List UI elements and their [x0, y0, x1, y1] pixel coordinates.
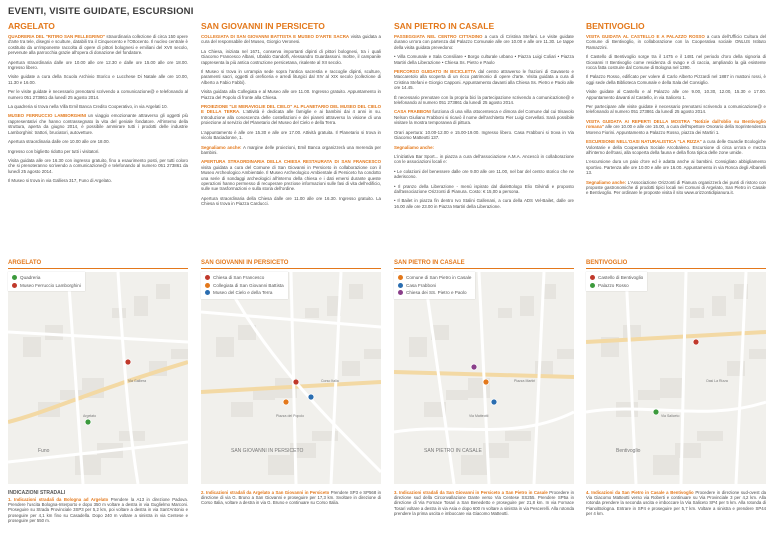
- map-legend: [394, 272, 475, 299]
- legend-label: Chiesa di San Francesco: [213, 275, 265, 280]
- paragraph-text: L'appuntamento è alle ore 15.30 e alle ore 17.00. Attività gratuita. Il Planetario si trova in vicolo Baciadonne, 1.: [201, 129, 381, 141]
- column-title: BENTIVOGLIO: [586, 21, 645, 31]
- directions-3: [394, 490, 574, 516]
- paragraph-text: È necessario prenotare con la propria bici la partecipazione scrivendo a comunicazione@ e telefonando al numero 051 273861 da lunedì 25 agosto 2014.: [394, 94, 574, 106]
- paragraph-text: Il Castello di Bentivoglio sorge tra il 1475 e il 1481 nel periodo d'oro della signoria di Giovanni II Bentivoglio come residenza di svago e di caccia, ampliando la già esistente rocca fatta costruire dal Comune di Bologna nel 1390.: [586, 54, 766, 71]
- map-bentivoglio: [586, 258, 766, 484]
- location-pin-icon: [205, 283, 210, 288]
- paragraph-text: Per le visite guidate è necessario prenotarsi scrivendo a comunicazione@ e telefonando al numero 051 273861 da lunedì 25 agosto 2014.: [8, 89, 188, 100]
- map-canvas[interactable]: [201, 272, 381, 484]
- legend-item: [590, 274, 643, 282]
- map-san-pietro: [394, 258, 574, 484]
- location-pin-icon: [12, 275, 17, 280]
- directions-text: [394, 490, 574, 516]
- map-block-shape: [75, 455, 101, 475]
- directions-step-text: Procedere in direzione sud della Circonvallazione Dante verso Via Centese SS255. Prendere SP5a in direzione di Via Fornace Tosari a San Benedetto e proseguire per 21,8 km. In via Fornace Tosari voltare a destra in via Asia e dopo 600 m voltare a sinistra in via Pescerelli. Alla rotonda prendere la prima uscita e imboccare via Giacomo Matteotti.: [394, 490, 574, 516]
- map-block-shape: [557, 349, 574, 359]
- map-block-shape: [520, 296, 534, 316]
- paragraph: [8, 113, 188, 135]
- paragraph-text: a cura dell'Ufficio Cultura del Comune di Bentivoglio, in collaborazione con la Cooperativa sociale ONLUS Istituto Ramazzini.: [586, 34, 766, 50]
- map-pin-icon[interactable]: [653, 409, 659, 415]
- map-block-shape: [171, 349, 188, 359]
- paragraph-lead: Segnaliamo anche:: [201, 144, 242, 150]
- paragraph: [201, 145, 381, 156]
- paragraph: [201, 34, 381, 45]
- map-canvas[interactable]: [394, 272, 574, 484]
- paragraph-lead: Segnaliamo anche:: [586, 179, 627, 185]
- paragraph-text: a cura delle Guardie Ecologiche Volontarie e della Cooperativa Sociale Arcobaleno. Escursione di circa un'ora e mezza all'interno dell'oasi, alla scoperta della fauna e della flora tipica delle zone umide.: [586, 139, 766, 155]
- paragraph-text: Ingresso con biglietto ridotto per tutti i visitatori.: [8, 148, 100, 154]
- paragraph-text: La quadreria si trova nella Villa Ernil Banca Credito Cooperativo, in via Argelati 10.: [8, 104, 168, 110]
- column-body: [201, 34, 381, 207]
- legend-item: [12, 274, 81, 282]
- location-pin-icon: [398, 275, 403, 280]
- map-pin-icon[interactable]: [283, 399, 289, 405]
- paragraph-text: L'escursione dura un paio d'ore ed è adatta anche ai bambini. Consigliato abbigliamento sportivo. Partenza alle ore 10.00 e alle ore 16.00. Appuntamento in via Ronca degli Albanelli 13.: [586, 159, 766, 176]
- location-pin-icon: [205, 290, 210, 295]
- directions-step-title: 4. Indicazioni da San Pietro in Casale a Bentivoglio: [586, 490, 694, 495]
- legend-item: [205, 282, 284, 290]
- paragraph-text: un viaggio emozionante attraverso gli oggetti più rappresentativi che hanno contrassegnato la vita del geniale fondatore. All'interno della struttura, aperta da giugno 2014, è possibile ammirare tutti i prodotti delle industrie Lamborghini: trattori, bruciatori, autovetture.: [8, 113, 188, 135]
- map-block-shape: [638, 390, 660, 400]
- legend-label: Comune di San Pietro in Casale: [406, 275, 472, 280]
- paragraph: [8, 89, 188, 100]
- map-legend: [201, 272, 288, 299]
- paragraph-text: • Le colazioni del benessere dalle ore 9.00 alle ore 11.00, nel bar del centro storico che ne aderiscono.: [394, 168, 574, 180]
- paragraph: [8, 34, 188, 56]
- map-block-shape: [505, 431, 531, 441]
- directions-step-text: Prendere la A13 in direzione Padova. Prendere l'uscita Bologna-Interporto e dopo 350 m voltare a destra in via Guglielmo Marconi. Proseguire su Strada Provinciale 3SP3 per 5,2 km, poi voltare a destra in via Sant'Antonio e proseguire per 4,1 km fino su Casadella. Dopo 240 m voltare a sinistra in via Centese e proseguire per 550 m.: [8, 497, 188, 523]
- paragraph: [8, 139, 188, 144]
- paragraph: [586, 104, 766, 115]
- map-block-shape: [690, 308, 704, 318]
- paragraph-text: • Il pranzo della Liberazione - menù ispirato dal dialettologo Elio Gilvindi e proposto dall'associazione Orizzonti di Pianura. Costo: € 15,00 a persona.: [394, 183, 574, 194]
- paragraph-lead: VISITA GUIDATA AI REPERTI DELLA MOSTRA "Notizie dall'oblio su Bentivoglio romana": [586, 118, 766, 130]
- paragraph: [394, 109, 574, 125]
- map-place-label: Corso Italia: [321, 379, 339, 383]
- directions-step-text: Procedere in direzione sud-ovest da Via Giacomo Matteotti verso via Roberti e continuare su Via Provinciale 3 per 4,2 km. Alla rotonda prendere la seconda uscita e imboccare la Via Saliceto SP4 per 5 km. Alla rotonda di Piano/Bologna. Entrare in SP4 e proseguire per 5,7 km. Voltare a sinistra e prendere SP44 per 4 km.: [586, 490, 766, 516]
- legend-item: [12, 282, 81, 290]
- paragraph-lead: Segnaliamo anche:: [394, 144, 435, 150]
- paragraph-text: L'Associazione Orizzonti di Pianura organizzerà dei punti di ristoro con proposte gastronomiche di prodotti tipici locali nei Comuni di Argelato, San Pietro in Casale e Bentivoglio. Per ordinare le proposte visita il sito www.orizzontidipianura.it.: [586, 179, 767, 196]
- map-san-giovanni: [201, 258, 381, 484]
- paragraph: [8, 178, 188, 183]
- directions-section-title: INDICAZIONI STRADALI: [8, 490, 66, 496]
- paragraph: [394, 154, 574, 165]
- location-pin-icon: [12, 283, 17, 288]
- map-place-label: Via Galliera: [128, 379, 147, 383]
- directions-2: [201, 490, 381, 506]
- directions-step-title: 3. Indicazioni stradali da San Giovanni in Persiceto a San Pietro in Casale: [394, 490, 548, 495]
- map-block-shape: [749, 349, 766, 359]
- map-header: SAN PIETRO IN CASALE: [394, 258, 574, 269]
- paragraph: [8, 60, 188, 71]
- paragraph-text: Visita guidata alla Collegiata e al Museo alle ore 11.00. Ingresso gratuito. Appuntamento in Piazza del Popolo di fronte alla Chiesa.: [201, 89, 381, 100]
- directions-1: [8, 490, 188, 523]
- paragraph-lead: COLLEGIATA DI SAN GIOVANNI BATTISTA E MUSEO D'ARTE SACRA: [201, 34, 350, 39]
- legend-item: [398, 274, 471, 282]
- map-place-label: Piazza Martiri: [514, 379, 536, 383]
- paragraph-text: straordinaria collezione di circa 150 opere d'arte tra tele, disegni e sculture, databili tra il Cinquecento e l'Ottocento. Il nucleo centrale è costituito da un'imponente raccolta di opere di pittori bolognesi e emiliani del XVII secolo, pervenute alla parrocchia grazie all'opera di donazione del fondatore.: [8, 34, 189, 56]
- paragraph: [394, 69, 574, 91]
- map-place-label: Via Saliceto: [661, 414, 680, 418]
- map-block-shape: [364, 349, 381, 359]
- paragraph: [394, 95, 574, 106]
- paragraph: [586, 89, 766, 100]
- paragraph-text: Il Palazzo Rosso, edificato per volere di Carlo Alberto Pizzardi nel 1887 in mattoni rossi, è oggi sede della Biblioteca Comunale e della Sala del Consiglio.: [586, 74, 766, 85]
- map-pin-icon[interactable]: [85, 419, 91, 425]
- paragraph-text: Visita guidata alle ore 16.30 con ingresso gratuito, fino a esaurimento posti, per tutti coloro che si prenoteranno scrivendo a comunicazione@ e telefonando al numero 051 273861 da lunedì 25 agosto 2014.: [8, 157, 188, 174]
- paragraph: [8, 158, 188, 174]
- legend-label: Museo Ferruccio Lamborghini: [20, 282, 81, 288]
- column-body: [8, 34, 188, 184]
- map-place-label: Oasi La Rizza: [706, 379, 728, 383]
- directions-step-title: 1. Indicazioni stradali da Bologna ad Argelato: [8, 497, 109, 502]
- paragraph-text: • Il Bailet in piazza fin dentro Ivo Stalini Gallenani, a cura della ADS Vel-Bailet, dalle ore 16.00 alle ore 23.00 in Piazza Martiri della Liberazione.: [394, 198, 574, 209]
- map-pin-icon[interactable]: [483, 379, 489, 385]
- map-pin-icon[interactable]: [308, 394, 314, 400]
- location-pin-icon: [590, 283, 595, 288]
- map-legend: [586, 272, 647, 291]
- legend-item: [205, 274, 284, 282]
- map-block-shape: [342, 361, 360, 376]
- map-block-shape: [134, 296, 148, 316]
- legend-label: Museo del Cielo e della Terra: [213, 290, 273, 295]
- map-place-label: SAN PIETRO IN CASALE: [424, 448, 482, 454]
- location-pin-icon: [205, 275, 210, 280]
- paragraph-lead: VISITA GUIDATA AL CASTELLO E A PALAZZO ROSSO: [586, 34, 705, 39]
- map-block-shape: [45, 325, 63, 340]
- legend-label: Casa Frabboni: [406, 282, 437, 288]
- paragraph: [8, 74, 188, 85]
- paragraph-text: Il Museo si trova in via Galliera 317, Funo di Argelato.: [8, 178, 112, 184]
- street-map: [586, 272, 766, 484]
- map-pin-icon[interactable]: [491, 399, 497, 405]
- paragraph-lead: PROIEZIONE "LE MERAVIGLIE DEL CIELO" AL PLANETARIO DEL MUSEO DEL CIELO E DELLA TERRA: [201, 104, 381, 115]
- paragraph-lead: QUADRERIA DEL "RITIRO SAN PELLEGRINO": [8, 34, 106, 39]
- map-pin-icon[interactable]: [693, 339, 699, 345]
- column-title: ARGELATO: [8, 21, 55, 31]
- paragraph-text: visita guidata a cura del Comune di San Giovanni in Persiceto in collaborazione con il Museo Archeologico Ambientale. Il Museo Archeologico Ambientale di Persiceto ha condotto una serie di sondaggi archeologici all'interno della chiesa e i dati emersi durante queste operazioni hanno permesso di recuperare preziose informazioni sulle fasi di vita dell'edificio, sulle sue trasformazioni e sulla storia dell'ordine.: [201, 164, 381, 192]
- paragraph-text: La Chiesa, iniziata nel 1671, conserva importanti dipinti di pittori bolognesi, tra i quali Giacomo Francesco Albani, Ubaldo Gandolfi, Alessandro Guardassoni. Inoltre, il campanile rappresenta la più antica costruzione persicetana, risalente al XII secolo.: [201, 48, 381, 65]
- paragraph: [586, 74, 766, 85]
- map-block-shape: [697, 431, 723, 441]
- directions-step-title: 2. Indicazioni stradali da Argelato a San Giovanni in Persiceto: [201, 490, 330, 495]
- paragraph: [201, 49, 381, 65]
- map-block-shape: [231, 402, 253, 417]
- map-pin-icon[interactable]: [125, 359, 131, 365]
- paragraph-text: Apertura straordinaria della Chiesa dalle ore 11.00 alle ore 16.30. Ingresso gratuito. La Chiesa si trova in Piazza Carducci.: [201, 195, 381, 207]
- map-pin-icon[interactable]: [293, 379, 299, 385]
- map-block-shape: [498, 308, 512, 318]
- map-place-label: Piazza del Popolo: [276, 414, 305, 418]
- paragraph-lead: PASSEGGIATA NEL CENTRO CITTADINO: [394, 34, 483, 39]
- paragraph-lead: PERCORSO GUIDATO IN BICICLETTA: [394, 69, 476, 75]
- paragraph-text: dal centro attraverso le frazioni di Gavaseto e Maccaretolo alla scoperta di un ricco patrimonio di opere d'arte. Visita guidata a cura di Cristina Stefani e Giorgio Capponi. Appuntamento davanti alla Chiesa Ss. Pietro e Paolo alle ore 14.45.: [394, 69, 574, 91]
- paragraph: [394, 198, 574, 209]
- paragraph-text: Per partecipare alle visite guidate è necessario prenotarsi scrivendo a comunicazione@ e telefonando al numero 051 273861 da lunedì 25 agosto 2014.: [586, 104, 766, 115]
- map-place-label: Argelato: [83, 414, 97, 418]
- paragraph-text: A margine delle proiezioni, Emil Banca organizzerà una merenda per bambini.: [201, 144, 381, 155]
- street-map: [8, 272, 188, 484]
- paragraph-text: Il Museo si trova in un'ampia sede sopra l'antica sacrestia e raccoglie dipinti, sculture, paramenti sacri, oggetti di oreficeria e arredi liturgici dal XIV al XIX secolo (collezione di Alberto a Fabio Fabbi).: [201, 69, 381, 85]
- map-header: SAN GIOVANNI IN PERSICETO: [201, 258, 381, 269]
- map-header: BENTIVOGLIO: [586, 258, 766, 269]
- paragraph-lead: CASA FRABBONI: [394, 109, 431, 115]
- directions-text: [8, 497, 188, 523]
- paragraph: [394, 54, 574, 65]
- legend-label: Castello di Bentivoglio: [598, 275, 644, 280]
- map-block-shape: [446, 390, 468, 400]
- map-block-shape: [712, 296, 726, 316]
- paragraph: [586, 54, 766, 70]
- legend-item: [590, 282, 643, 290]
- paragraph-text: Visite guidate al Castello e al Palazzo alle ore 9.00, 10.30, 12.00, 15.30 e 17.00. Appuntamento davanti al Castello, in via Saliceto 1.: [586, 89, 766, 100]
- paragraph-lead: MUSEO FERRUCCIO LAMBORGHINI: [8, 113, 86, 119]
- paragraph-text: Apertura straordinaria dalle ore 10.00 alle ore 18.00.: [8, 139, 110, 145]
- paragraph: [394, 34, 574, 50]
- map-place-label: Bentivoglio: [616, 448, 641, 454]
- location-pin-icon: [590, 275, 595, 280]
- paragraph: [586, 180, 766, 196]
- legend-label: Quadreria: [20, 275, 41, 280]
- paragraph: [201, 69, 381, 85]
- directions-text: [586, 490, 766, 516]
- paragraph: [201, 159, 381, 191]
- column-title: SAN PIETRO IN CASALE: [394, 21, 495, 31]
- street-map: [201, 272, 381, 484]
- map-block-shape: [653, 455, 679, 475]
- street-map: [394, 272, 574, 484]
- paragraph: [394, 184, 574, 195]
- paragraph: [394, 169, 574, 180]
- map-block-shape: [268, 455, 294, 475]
- paragraph: [8, 149, 188, 154]
- map-canvas[interactable]: [8, 272, 188, 484]
- legend-item: [398, 282, 471, 290]
- paragraph-text: L'iniziativa Bar Sport... in piazza a cura dell'associazione A.M.A. Ancescò in collaborazione con le associazioni locali e:: [394, 153, 574, 165]
- column-body: [394, 34, 574, 209]
- paragraph-text: visita guidata a cura del responsabile del Museo, Giorgio Veronesi.: [201, 34, 381, 45]
- paragraph-text: Visite guidate a cura della Scuola Archivio Storico e Lucchese Di Natale alle ore 10.00, 11.30 e 16.00.: [8, 74, 188, 85]
- map-block-shape: [349, 284, 363, 299]
- paragraph: [586, 34, 766, 50]
- paragraph: [586, 139, 766, 155]
- paragraph: [586, 159, 766, 175]
- map-canvas[interactable]: [586, 272, 766, 484]
- column-san-pietro: [394, 21, 574, 213]
- column-san-giovanni: [201, 21, 381, 211]
- map-place-label: Via Matteotti: [469, 414, 489, 418]
- paragraph-text: • Villa Comunale e Sala Consiliare • Borgo culturale urbano • Piazza Luigi Coliari • Piazza Martiri della Liberazione • Chiesa Ss. Pietro e Paolo: [394, 54, 574, 65]
- paragraph: [201, 196, 381, 207]
- legend-item: [205, 289, 284, 297]
- page-title: EVENTI, VISITE GUIDATE, ESCURSIONI: [8, 6, 194, 17]
- paragraph: [394, 145, 574, 150]
- map-block-shape: [156, 284, 170, 299]
- location-pin-icon: [398, 290, 403, 295]
- paragraph: [8, 104, 188, 109]
- map-pin-icon[interactable]: [471, 364, 477, 370]
- paragraph: [586, 119, 766, 135]
- map-block-shape: [305, 308, 319, 318]
- paragraph: [201, 104, 381, 126]
- paragraph: [201, 130, 381, 141]
- column-title: SAN GIOVANNI IN PERSICETO: [201, 21, 325, 31]
- map-argelato: [8, 258, 188, 484]
- paragraph-text: Orari apertura: 10.00-12.00 e 15.00-19.00. Ingresso libero. Casa Frabboni si trova in Via Giacomo Matteotti 137.: [394, 129, 574, 141]
- legend-label: Collegiata di San Giovanni Battista: [213, 282, 284, 288]
- directions-4: [586, 490, 766, 516]
- legend-item: [398, 289, 471, 297]
- paragraph: [201, 89, 381, 100]
- map-place-label: Funo: [38, 448, 50, 454]
- legend-label: Palazzo Rosso: [598, 282, 629, 288]
- map-header: ARGELATO: [8, 258, 188, 269]
- paragraph-text: alle ore 10.00 e alle ore 15.00, a cura dell'Ispettore Onorario della Soprintendenza Moreno Fiorini. Appuntamento a Palazzo Rosso, piazza dei Martiri 1.: [586, 124, 766, 135]
- map-block-shape: [23, 337, 41, 357]
- map-block-shape: [461, 455, 487, 475]
- map-block-shape: [216, 337, 234, 357]
- paragraph-text: a cura di Cristina Stefani. Le visite guidate durano un'ora con partenza dal Palazzo Comunale alle ore 10.00 e alle ore 11.30. Le tappe della visita guidata prevedono:: [394, 34, 574, 50]
- column-body: [586, 34, 766, 196]
- location-pin-icon: [398, 283, 403, 288]
- map-place-label: SAN GIOVANNI IN PERSICETO: [231, 448, 304, 454]
- map-block-shape: [409, 337, 427, 357]
- map-legend: [8, 272, 85, 291]
- map-block-shape: [660, 378, 682, 398]
- paragraph-text: . L'attività è dedicata alle famiglie e ai bambini dai 4 anni in su. Introduzione alla conoscenza delle costellazioni e dei pianeti attraverso la visione di una proiezione al servizio del Planetario del Museo del Cielo e della Terra.: [201, 109, 381, 126]
- paragraph-lead: APERTURA STRAORDINARIA DELLA CHIESA RESTAURATA DI SAN FRANCESCO: [201, 159, 381, 165]
- paragraph: [394, 130, 574, 141]
- column-argelato: [8, 21, 188, 188]
- paragraph-lead: ESCURSIONE NELL'OASI NATURALISTICA "LA RIZZA": [586, 139, 702, 145]
- legend-label: Chiesa dei SS. Pietro e Paolo: [406, 290, 467, 295]
- directions-text: [201, 490, 381, 506]
- column-bentivoglio: [586, 21, 766, 200]
- paragraph-text: funziona di una villa ottocentesca e dimora del Comune dal cui trisavolo Nelson Giuliano Frabboni si ricavò il nome dell'architetto Pier Luigi Cervellati. Sarà possibile visitare la mostra temporanea di pittura.: [394, 109, 574, 126]
- directions-step-text: Prendere SP3 e SP568 in direzione di via G. Bruno a San Giovanni e proseguire per 17,3 km. Svoltare in direzione di Corso Italia, voltare a destra in via G. Bruno e continuare su Corso Italia.: [201, 490, 382, 506]
- paragraph-text: Apertura straordinaria dalle ore 10.00 alle ore 12.30 e dalle ore 15.00 alle ore 18.00. Ingresso libero.: [8, 59, 188, 71]
- map-block-shape: [253, 390, 275, 400]
